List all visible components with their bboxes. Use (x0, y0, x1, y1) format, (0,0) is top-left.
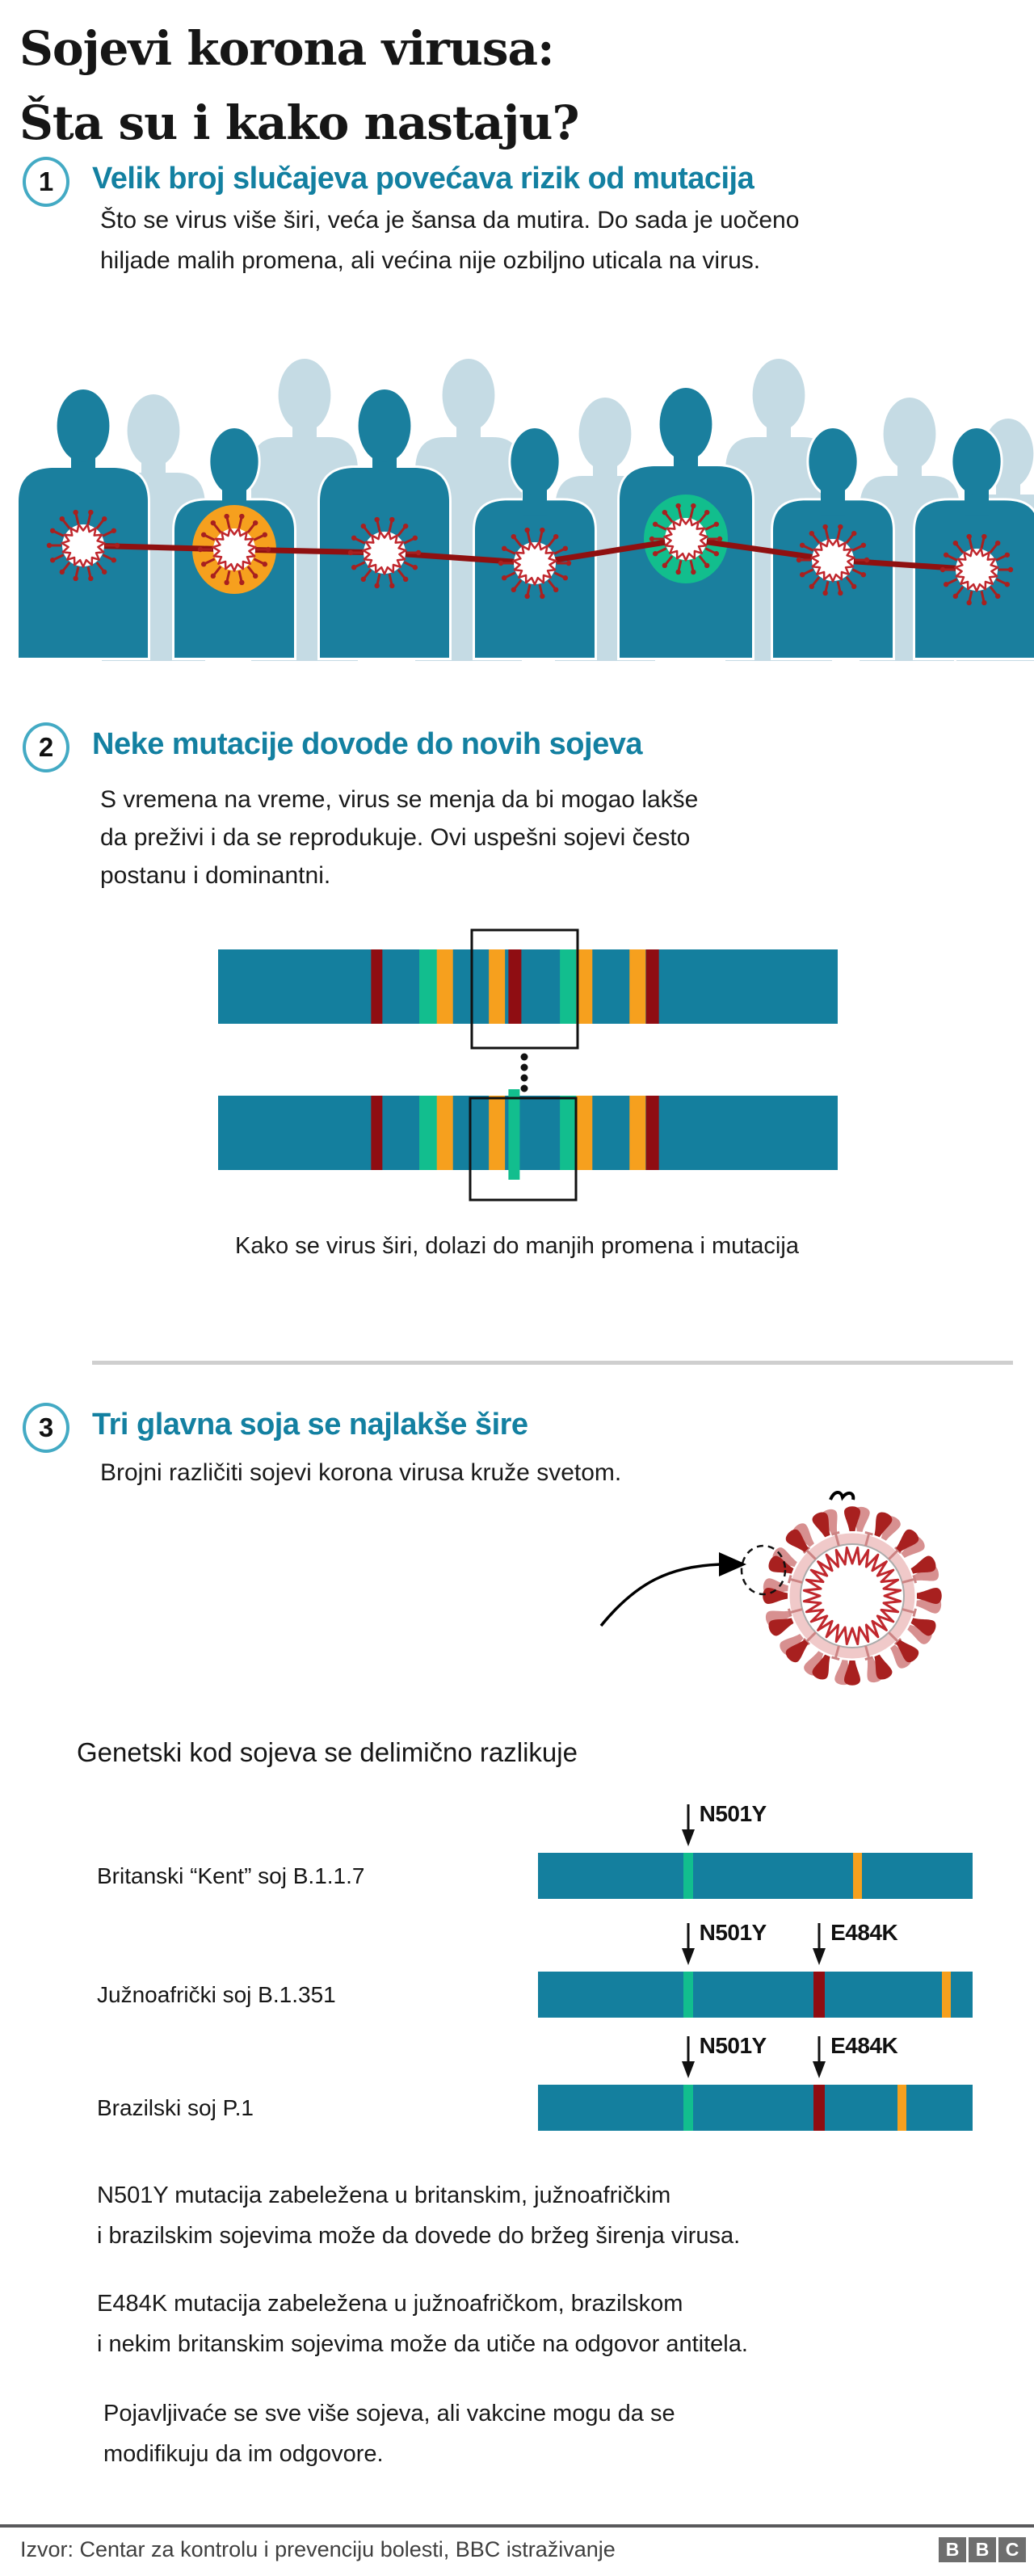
mutation-stripe (629, 949, 645, 1024)
page-title-line1: Sojevi korona virusa: (19, 21, 554, 76)
mutation-stripe (683, 2085, 693, 2131)
mutation-arrow-icon (681, 1921, 696, 1967)
mutation-stripe (419, 1096, 437, 1170)
step-number-1: 1 (38, 166, 54, 196)
ellipsis-dots-icon (521, 1054, 528, 1092)
mutation-annotation (681, 1803, 767, 1848)
page-title (19, 11, 578, 160)
step-body-line: S vremena na vreme, virus se menja da bi mogao lakše (100, 786, 699, 813)
bbc-logo-box: C (998, 2537, 1026, 2562)
step-body-line: Što se virus više širi, veća je šansa da mutira. Do sada je uočeno (100, 207, 800, 234)
section-divider (92, 1361, 1013, 1365)
mutation-label: N501Y (699, 1920, 767, 1945)
footer-source: Izvor: Centar za kontrolu i prevenciju bolesti, BBC istraživanje (20, 2537, 616, 2561)
mutation-annotations (0, 1803, 1034, 1853)
note-line: i brazilskim sojevima može da dovede do bržeg širenja virusa. (97, 2223, 741, 2249)
step-number-badge-3 (23, 1403, 69, 1453)
note-line: modifikuju da im odgovore. (103, 2441, 384, 2467)
genome-bar-bottom (218, 1089, 838, 1180)
bbc-logo (939, 2537, 1026, 2562)
step-number-2: 2 (38, 732, 54, 762)
mutation-stripe (371, 949, 382, 1024)
step-body-1 (100, 200, 799, 281)
mutation-annotation (812, 2035, 897, 2080)
strain-name: Južnoafrički soj B.1.351 (97, 1982, 336, 2007)
note-vaccines (103, 2393, 675, 2474)
mutation-label: E484K (830, 2033, 898, 2058)
note-line: E484K mutacija zabeležena u južnoafričkom, brazilskom (97, 2291, 683, 2317)
step-heading-1: Velik broj slučajeva povećava rizik od mutacija (92, 162, 754, 196)
footer-divider (0, 2524, 1034, 2528)
step-body-line: da preživi i da se reprodukuje. Ovi uspešni sojevi često (100, 824, 691, 851)
mutation-stripe (489, 1096, 505, 1170)
mutation-annotation (812, 1921, 897, 1967)
mutation-stripe (508, 1089, 519, 1180)
mutation-stripe (371, 1096, 382, 1170)
mutation-arrow-icon (681, 2035, 696, 2080)
mutation-label: E484K (830, 1920, 898, 1945)
mutation-stripe (419, 949, 437, 1024)
bbc-logo-box: B (939, 2537, 966, 2562)
strain-name: Britanski “Kent” soj B.1.1.7 (97, 1863, 365, 1888)
strain-name: Brazilski soj P.1 (97, 2095, 254, 2120)
mutation-annotation (681, 2035, 767, 2080)
genome-caption: Kako se virus širi, dolazi do manjih promena i mutacija (235, 1233, 799, 1259)
note-e484k (97, 2283, 748, 2364)
note-n501y (97, 2175, 740, 2256)
mutation-stripe (853, 1853, 862, 1899)
step-body-3 (100, 1453, 621, 1493)
mutation-annotation (681, 1921, 767, 1967)
step-body-line: postanu i dominantni. (100, 862, 331, 889)
mutation-arrow-icon (681, 1803, 696, 1848)
genetic-comparison-heading: Genetski kod sojeva se delimično razlikuje (77, 1737, 578, 1767)
step-body-line: Brojni različiti sojevi korona virusa kruže svetom. (100, 1459, 622, 1486)
mutation-stripe (813, 2085, 825, 2131)
mutation-stripe (629, 1096, 645, 1170)
mutation-arrow-icon (812, 1921, 826, 1967)
coronavirus-icon (763, 1506, 942, 1686)
genome-bar-top (218, 949, 838, 1024)
strain-bar (538, 1972, 973, 2018)
artifact-mark (830, 1492, 853, 1500)
step-number-badge-2 (23, 722, 69, 772)
strain-bar (538, 1853, 973, 1899)
mutation-stripe (437, 949, 453, 1024)
step-body-2 (100, 781, 698, 894)
mutation-label: N501Y (699, 2033, 767, 2058)
genome-mutation-illustration (0, 921, 1034, 1204)
pointer-arrow-icon (601, 1552, 746, 1626)
mutation-stripe (683, 1853, 693, 1899)
mutation-annotations (0, 1921, 1034, 1972)
people-transmission-illustration (0, 338, 1034, 661)
note-line: Pojavljivaće se sve više sojeva, ali vakcine mogu da se (103, 2401, 675, 2427)
mutation-stripe (508, 949, 521, 1024)
mutation-stripe (489, 949, 505, 1024)
mutation-label: N501Y (699, 1801, 767, 1826)
mutation-stripe (683, 1972, 693, 2018)
mutation-stripe (437, 1096, 453, 1170)
mutation-stripe (646, 1096, 659, 1170)
mutation-stripe (646, 949, 659, 1024)
mutation-arrow-icon (812, 2035, 826, 2080)
mutation-annotations (0, 2035, 1034, 2085)
step-heading-2: Neke mutacije dovode do novih sojeva (92, 727, 642, 761)
coronavirus-illustration (549, 1471, 1002, 1713)
mutation-stripe (897, 2085, 906, 2131)
bbc-logo-box: B (969, 2537, 996, 2562)
note-line: i nekim britanskim sojevima može da utiče na odgovor antitela. (97, 2331, 748, 2357)
mutation-stripe (560, 949, 578, 1024)
note-line: N501Y mutacija zabeležena u britanskim, južnoafričkim (97, 2182, 671, 2208)
mutation-stripe (576, 1096, 592, 1170)
step-number-badge-1 (23, 157, 69, 207)
strain-bar (538, 2085, 973, 2131)
mutation-stripe (813, 1972, 825, 2018)
mutation-stripe (942, 1972, 951, 2018)
front-person-silhouette (320, 389, 449, 658)
step-heading-3: Tri glavna soja se najlakše šire (92, 1408, 528, 1442)
step-number-3: 3 (38, 1412, 54, 1442)
page-title-line2: Šta su i kako nastaju? (19, 95, 579, 150)
step-body-line: hiljade malih promena, ali većina nije ozbiljno uticala na virus. (100, 247, 761, 274)
